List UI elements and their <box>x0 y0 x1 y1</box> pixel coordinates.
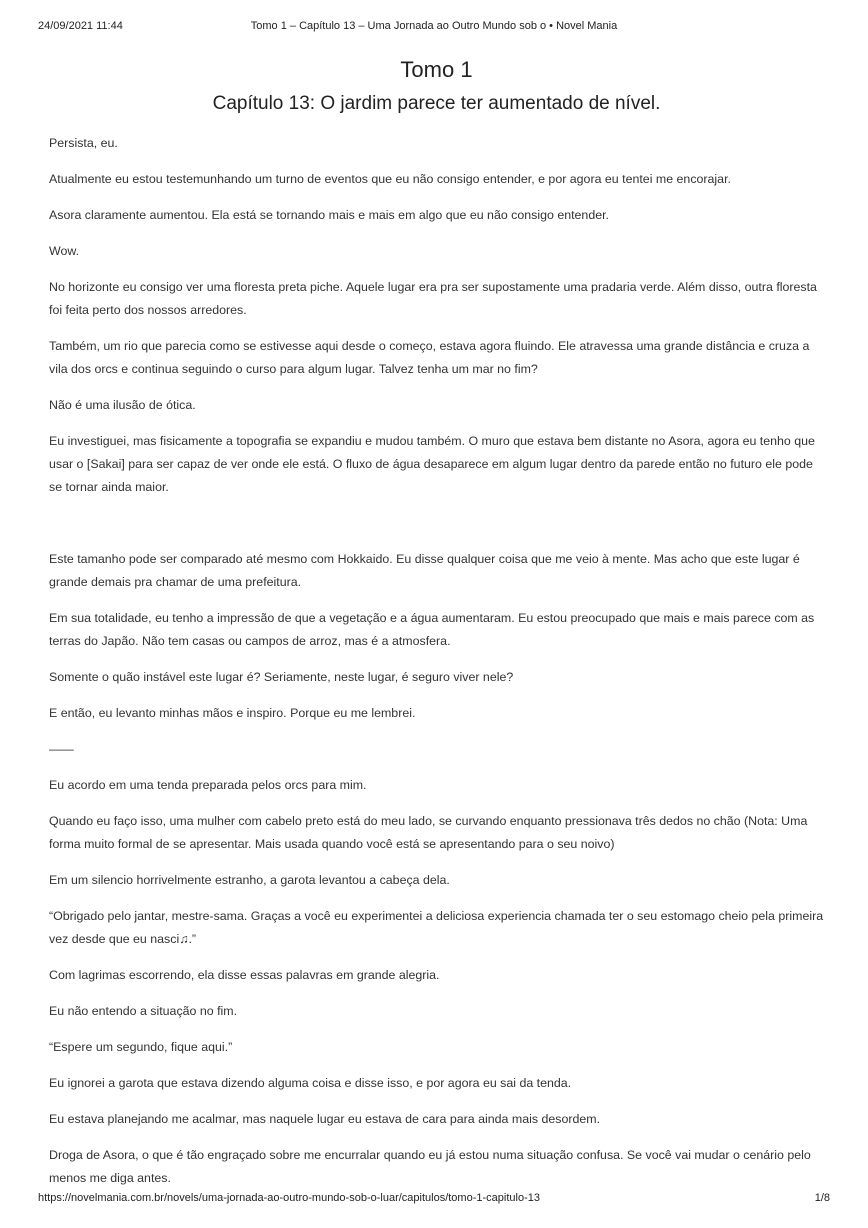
paragraph: “Espere um segundo, fique aqui.” <box>49 1040 233 1054</box>
chapter-content <box>49 54 824 1203</box>
volume-title: Tomo 1 <box>400 57 473 82</box>
paragraph: Eu acordo em uma tenda preparada pelos orcs para mim. <box>49 778 367 792</box>
paragraph: Eu estava planejando me acalmar, mas naquele lugar eu estava de cara para ainda mais desordem. <box>49 1112 601 1126</box>
paragraph: Eu investiguei, mas fisicamente a topografia se expandiu e mudou também. O muro que estava bem distante no Asora, agora eu tenho que usar o [Sakai] para ser capaz de ver onde ele está. O fluxo de água desaparece em algum lugar dentro da parede então no futuro ele pode se tornar ainda maior. <box>49 434 815 494</box>
paragraph: Asora claramente aumentou. Ela está se tornando mais e mais em algo que eu não consigo entender. <box>49 208 609 222</box>
paragraph: No horizonte eu consigo ver uma floresta preta piche. Aquele lugar era pra ser supostamente uma pradaria verde. Além disso, outra floresta foi feita perto dos nossos arredores. <box>49 280 817 317</box>
page-url: https://novelmania.com.br/novels/uma-jornada-ao-outro-mundo-sob-o-luar/capitulos/tomo-1-capitulo-13 <box>38 1192 540 1204</box>
chapter-title: Capítulo 13: O jardim parece ter aumentado de nível. <box>212 93 661 114</box>
paragraph: Este tamanho pode ser comparado até mesmo com Hokkaido. Eu disse qualquer coisa que me veio à mente. Mas acho que este lugar é grande demais pra chamar de uma prefeitura. <box>49 552 800 589</box>
paragraph: Não é uma ilusão de ótica. <box>49 398 196 412</box>
paragraph <box>49 512 824 535</box>
paragraph: Quando eu faço isso, uma mulher com cabelo preto está do meu lado, se curvando enquanto pressionava três dedos no chão (Nota: Uma forma muito formal de se apresentar. Mais usada quando você está se apresentando para o seu noivo) <box>49 814 808 851</box>
paragraph: —— <box>49 742 74 756</box>
print-date: 24/09/2021 11:44 <box>38 20 123 32</box>
chapter-body <box>49 132 824 1190</box>
paragraph: Com lagrimas escorrendo, ela disse essas palavras em grande alegria. <box>49 968 440 982</box>
paragraph: Em um silencio horrivelmente estranho, a garota levantou a cabeça dela. <box>49 873 450 887</box>
paragraph: Eu não entendo a situação no fim. <box>49 1004 238 1018</box>
paragraph: Somente o quão instável este lugar é? Seriamente, neste lugar, é seguro viver nele? <box>49 670 514 684</box>
print-doc-title: Tomo 1 – Capítulo 13 – Uma Jornada ao Outro Mundo sob o • Novel Mania <box>250 20 618 32</box>
paragraph: “Obrigado pelo jantar, mestre-sama. Graças a você eu experimentei a deliciosa experiencia chamada ter o seu estomago cheio pela primeira vez desde que eu nasci♫.” <box>49 909 824 946</box>
paragraph: E então, eu levanto minhas mãos e inspiro. Porque eu me lembrei. <box>49 706 416 720</box>
paragraph: Em sua totalidade, eu tenho a impressão de que a vegetação e a água aumentaram. Eu estou preocupado que mais e mais parece com as terras do Japão. Não tem casas ou campos de arroz, mas é a atmosfera. <box>49 611 815 648</box>
paragraph: Também, um rio que parecia como se estivesse aqui desde o começo, estava agora fluindo. Ele atravessa uma grande distância e cruza a vila dos orcs e continua seguindo o curso para algum lugar. Talvez tenha um mar no fim? <box>49 339 810 376</box>
print-footer <box>38 1192 830 1208</box>
paragraph: Atualmente eu estou testemunhando um turno de eventos que eu não consigo entender, e por agora eu tentei me encorajar. <box>49 172 731 186</box>
page-number: 1/8 <box>814 1192 830 1204</box>
paragraph: Eu ignorei a garota que estava dizendo alguma coisa e disse isso, e por agora eu sai da tenda. <box>49 1076 572 1090</box>
paragraph: Droga de Asora, o que é tão engraçado sobre me encurralar quando eu já estou numa situação confusa. Se você vai mudar o cenário pelo menos me diga antes. <box>49 1148 811 1185</box>
paragraph: Persista, eu. <box>49 136 118 150</box>
paragraph: Wow. <box>49 244 80 258</box>
print-header <box>38 20 830 36</box>
